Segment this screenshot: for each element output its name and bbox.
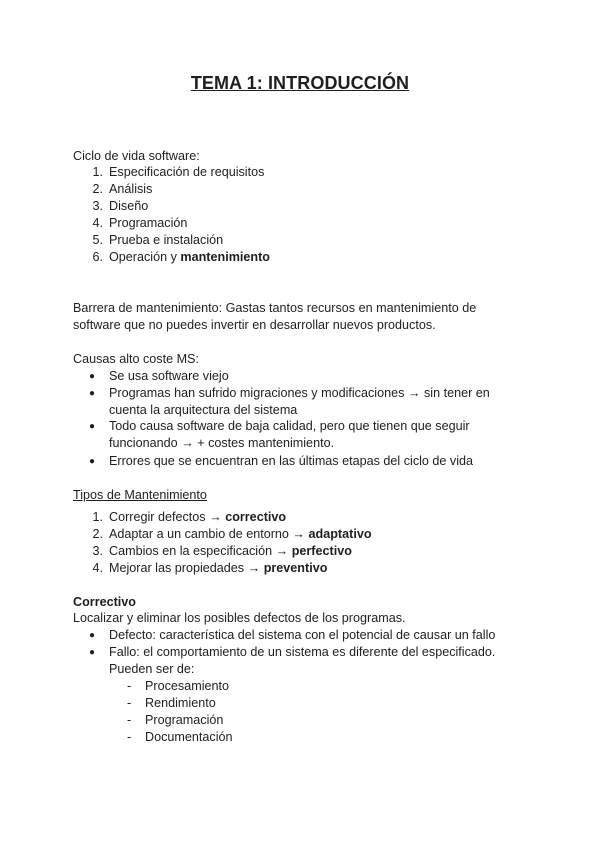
lifecycle-number: 6. — [92, 250, 103, 264]
bold-term: preventivo — [263, 561, 328, 575]
dash-marker: - — [127, 713, 132, 727]
failure-kind: Procesamiento — [145, 679, 229, 693]
lifecycle-number: 2. — [92, 182, 103, 196]
lifecycle-number: 4. — [92, 216, 103, 230]
failure-kind: Documentación — [145, 730, 233, 744]
type-number: 2. — [92, 527, 103, 541]
cause-item-continuation: funcionando → + costes mantenimiento. — [109, 436, 335, 450]
bold-term: perfectivo — [291, 544, 352, 558]
type-item: Adaptar a un cambio de entorno → adaptativo — [109, 527, 372, 541]
lifecycle-item: Programación — [109, 216, 188, 230]
lifecycle-number: 5. — [92, 233, 103, 247]
bullet-icon: ● — [88, 647, 96, 658]
bold-term: adaptativo — [308, 527, 372, 541]
causes-heading: Causas alto coste MS: — [73, 352, 199, 366]
page-title: TEMA 1: INTRODUCCIÓN — [190, 73, 410, 93]
failure-kind: Programación — [145, 713, 224, 727]
barrier-line: software que no puedes invertir en desarrollar nuevos productos. — [73, 318, 436, 332]
bullet-icon: ● — [88, 388, 96, 399]
bold-term: correctivo — [225, 510, 287, 524]
lifecycle-item: Especificación de requisitos — [109, 165, 265, 179]
bullet-icon: ● — [88, 456, 96, 467]
lifecycle-heading: Ciclo de vida software: — [73, 149, 200, 163]
type-number: 4. — [92, 561, 103, 575]
failure-kind: Rendimiento — [145, 696, 216, 710]
lifecycle-item: Operación y mantenimiento — [109, 250, 270, 264]
dash-marker: - — [127, 730, 132, 744]
type-item: Mejorar las propiedades → preventivo — [109, 561, 328, 575]
cause-item: Se usa software viejo — [109, 369, 229, 383]
type-item: Corregir defectos → correctivo — [109, 510, 287, 524]
lifecycle-item: Análisis — [109, 182, 153, 196]
failure-continuation: Pueden ser de: — [109, 662, 195, 676]
barrier-line: Barrera de mantenimiento: Gastas tantos recursos en mantenimiento de — [73, 301, 477, 315]
bullet-icon: ● — [88, 630, 96, 641]
dash-marker: - — [127, 679, 132, 693]
lifecycle-number: 1. — [92, 165, 103, 179]
cause-item: Programas han sufrido migraciones y modificaciones → sin tener en — [109, 386, 490, 400]
lifecycle-item: Prueba e instalación — [109, 233, 224, 247]
bullet-icon: ● — [88, 421, 96, 432]
cause-item: Todo causa software de baja calidad, pero que tienen que seguir — [109, 419, 470, 433]
corrective-intro: Localizar y eliminar los posibles defectos de los programas. — [73, 611, 406, 625]
type-item: Cambios en la especificación → perfectivo — [109, 544, 352, 558]
defect-definition: Defecto: característica del sistema con el potencial de causar un fallo — [109, 628, 496, 642]
bold-term: mantenimiento — [180, 250, 270, 264]
corrective-heading: Correctivo — [73, 595, 136, 609]
type-number: 1. — [92, 510, 103, 524]
type-number: 3. — [92, 544, 103, 558]
cause-item: Errores que se encuentran en las últimas etapas del ciclo de vida — [109, 454, 474, 468]
dash-marker: - — [127, 696, 132, 710]
cause-item-continuation: cuenta la arquitectura del sistema — [109, 403, 298, 417]
bullet-icon: ● — [88, 371, 96, 382]
lifecycle-item: Diseño — [109, 199, 149, 213]
failure-definition: Fallo: el comportamiento de un sistema es diferente del especificado. — [109, 645, 496, 659]
types-heading: Tipos de Mantenimiento — [73, 488, 207, 502]
lifecycle-number: 3. — [92, 199, 103, 213]
